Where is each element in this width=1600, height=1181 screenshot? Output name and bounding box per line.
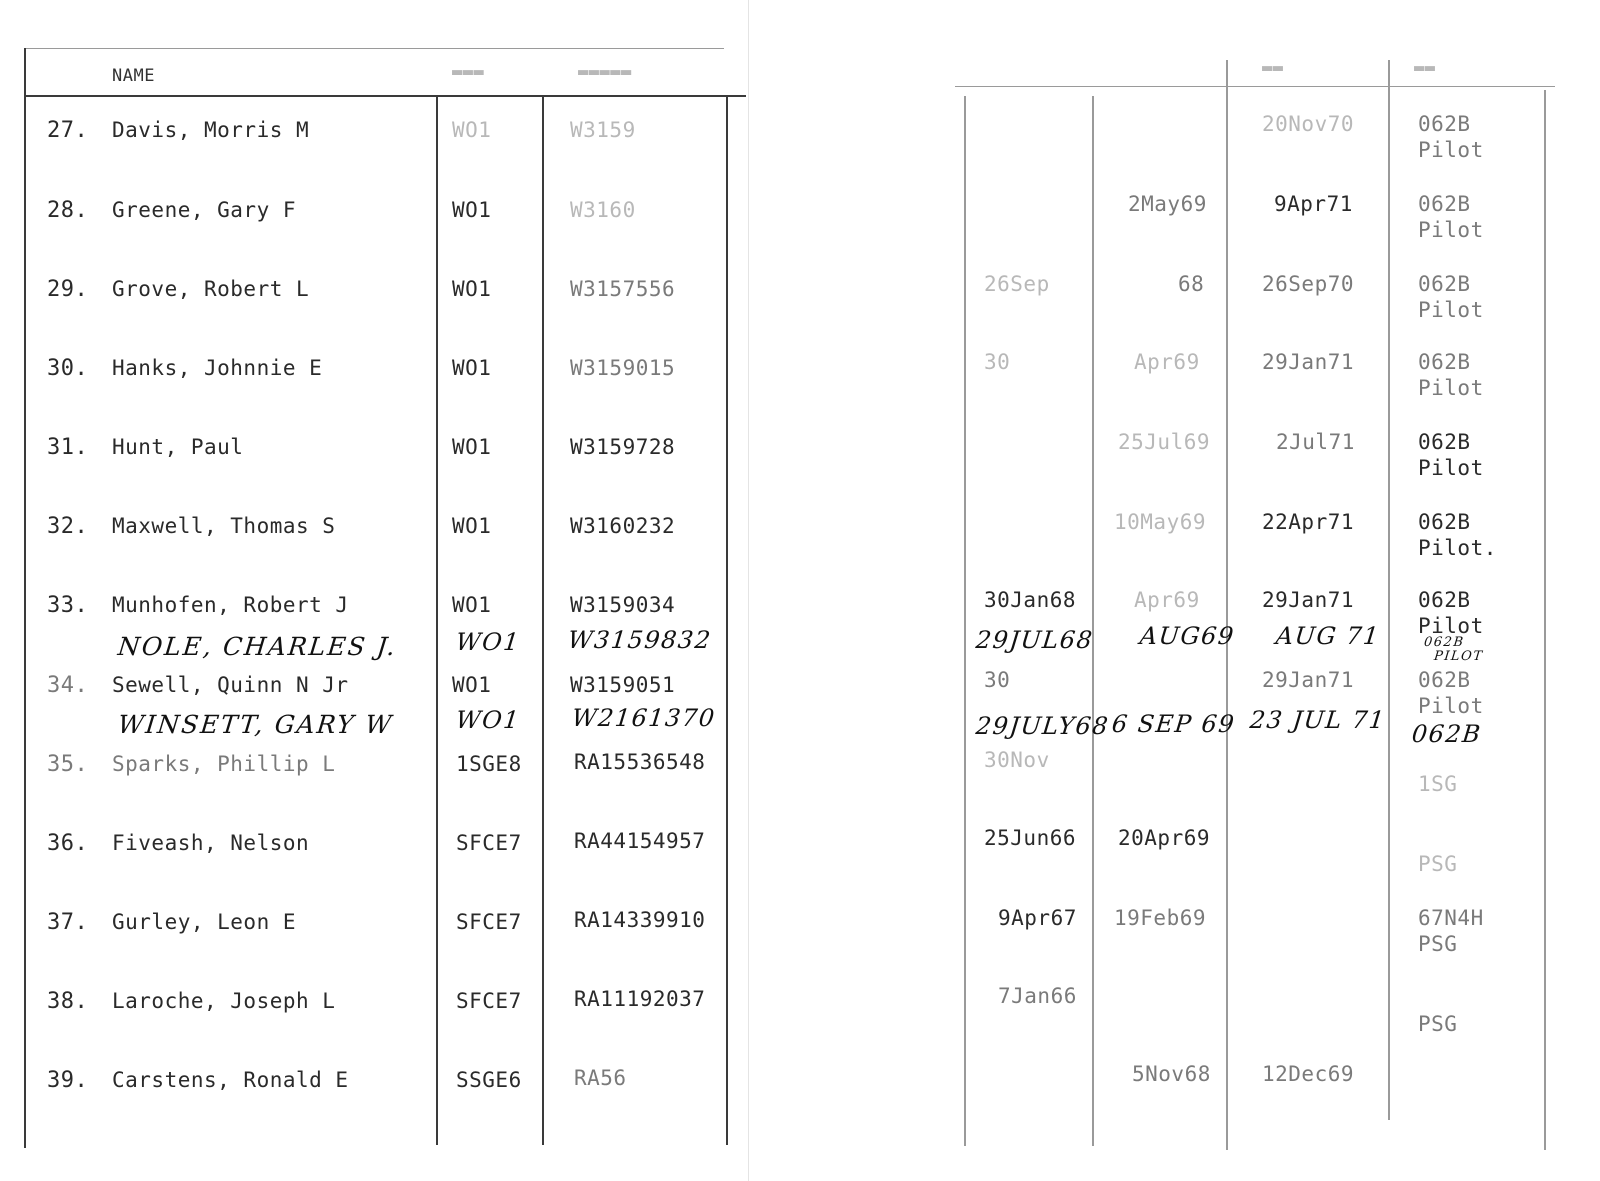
member-name: Maxwell, Thomas S: [112, 514, 336, 538]
mos: 062B: [1418, 668, 1471, 692]
member-name: Grove, Robert L: [112, 277, 310, 301]
duty: Pilot: [1418, 456, 1484, 480]
row-number: 35.: [47, 752, 89, 777]
svcno-column-header-faded: ▬▬▬▬▬: [578, 62, 632, 82]
service-number: W3159728: [570, 435, 676, 459]
member-name: Fiveash, Nelson: [112, 831, 310, 855]
date-3: 26Sep70: [1262, 272, 1355, 296]
date1-column-rule: [964, 96, 966, 1146]
handwritten-service-number: W2161370: [570, 704, 718, 732]
grade: WO1: [452, 118, 492, 142]
row-number: 39.: [47, 1068, 89, 1093]
grade: WO1: [452, 356, 492, 380]
date-1: 7Jan66: [998, 984, 1077, 1008]
left-border-rule: [24, 48, 26, 1148]
member-name: Greene, Gary F: [112, 198, 297, 222]
duty: PSG: [1418, 852, 1458, 876]
service-number: W3159051: [570, 673, 676, 697]
date-2: 10May69: [1114, 510, 1207, 534]
date-3: 29Jan71: [1262, 588, 1355, 612]
grade: SFCE7: [456, 989, 522, 1013]
handwritten-date-2: 6 SEP 69: [1110, 710, 1237, 738]
row-number: 37.: [47, 910, 89, 935]
row-number: 33.: [47, 593, 89, 618]
row-number: 28.: [47, 198, 89, 223]
date-3: 29Jan71: [1262, 350, 1355, 374]
header-top-rule-left: [24, 48, 724, 49]
date-1: 25Jun66: [984, 826, 1077, 850]
handwritten-date-3: 23 JUL 71: [1248, 706, 1388, 734]
date-2: 68: [1178, 272, 1205, 296]
handwritten-date-1: 29JULY68: [974, 712, 1111, 740]
duty: Pilot.: [1418, 536, 1497, 560]
handwritten-service-number: W3159832: [566, 626, 714, 654]
row-number: 29.: [47, 277, 89, 302]
handwritten-mos: 062B: [1423, 635, 1466, 650]
date-1: 30: [984, 350, 1011, 374]
handwritten-mos: 062B: [1410, 720, 1483, 748]
service-number: W3159034: [570, 593, 676, 617]
row-number: 32.: [47, 514, 89, 539]
grade: 1SGE8: [456, 752, 522, 776]
handwritten-grade: WO1: [454, 628, 522, 656]
member-name: Hanks, Johnnie E: [112, 356, 323, 380]
duty: Pilot: [1418, 138, 1484, 162]
grade: WO1: [452, 277, 492, 301]
duty: Pilot: [1418, 614, 1484, 638]
member-name: Laroche, Joseph L: [112, 989, 336, 1013]
row-number: 31.: [47, 435, 89, 460]
mos-column-rule: [1388, 60, 1390, 1120]
svcno-column-rule: [542, 95, 544, 1145]
date-3: 12Dec69: [1262, 1062, 1355, 1086]
grade-column-header-faded: ▬▬▬: [452, 62, 485, 82]
grade: WO1: [452, 593, 492, 617]
member-name: Sewell, Quinn N Jr: [112, 673, 349, 697]
duty: Pilot: [1418, 376, 1484, 400]
mos: 062B: [1418, 588, 1471, 612]
date-1: 9Apr67: [998, 906, 1077, 930]
duty: 1SG: [1418, 772, 1458, 796]
service-number: RA15536548: [574, 750, 706, 774]
date2-column-rule: [1092, 96, 1094, 1146]
date-3: 2Jul71: [1276, 430, 1355, 454]
duty: Pilot: [1418, 694, 1484, 718]
service-number: W3160232: [570, 514, 676, 538]
grade: WO1: [452, 673, 492, 697]
service-number: RA11192037: [574, 987, 706, 1011]
date-2: Apr69: [1134, 588, 1200, 612]
handwritten-duty: PILOT: [1433, 649, 1485, 664]
row-number: 38.: [47, 989, 89, 1014]
date-3: 20Nov70: [1262, 112, 1355, 136]
mos: 67N4H: [1418, 906, 1484, 930]
member-name: Munhofen, Robert J: [112, 593, 349, 617]
member-name: Davis, Morris M: [112, 118, 310, 142]
service-number: W3159015: [570, 356, 676, 380]
header-bottom-rule-left: [24, 95, 746, 97]
mos: 062B: [1418, 430, 1471, 454]
date-2: 25Jul69: [1118, 430, 1211, 454]
service-number: W3157556: [570, 277, 676, 301]
grade: WO1: [452, 514, 492, 538]
handwritten-grade: WO1: [454, 706, 522, 734]
header-bottom-rule-right: [955, 86, 1555, 87]
row-number: 36.: [47, 831, 89, 856]
date-3: 22Apr71: [1262, 510, 1355, 534]
member-name: Gurley, Leon E: [112, 910, 297, 934]
date-1: 26Sep: [984, 272, 1050, 296]
date-3: 29Jan71: [1262, 668, 1355, 692]
right-border-rule: [1544, 90, 1546, 1150]
date-column-header-faded: ▬▬: [1262, 58, 1284, 78]
date-2: 2May69: [1128, 192, 1207, 216]
grade: SFCE7: [456, 910, 522, 934]
service-number: W3159: [570, 118, 636, 142]
grade: SSGE6: [456, 1068, 522, 1092]
mos: 062B: [1418, 192, 1471, 216]
row-number: 27.: [47, 118, 89, 143]
date-1: 30Nov: [984, 748, 1050, 772]
grade-column-rule: [436, 95, 438, 1145]
date-1: 30: [984, 668, 1011, 692]
duty: Pilot: [1418, 298, 1484, 322]
mos: 062B: [1418, 510, 1471, 534]
duty: Pilot: [1418, 218, 1484, 242]
mos-column-header-faded: ▬▬: [1414, 58, 1436, 78]
date-2: 20Apr69: [1118, 826, 1211, 850]
date-1: 30Jan68: [984, 588, 1077, 612]
date3-column-rule: [1226, 60, 1228, 1150]
duty: PSG: [1418, 1012, 1458, 1036]
date-2: Apr69: [1134, 350, 1200, 374]
date-3: 9Apr71: [1274, 192, 1353, 216]
member-name: Hunt, Paul: [112, 435, 244, 459]
right-border-rule-left-page: [726, 95, 728, 1145]
handwritten-member-name: NOLE, CHARLES J.: [116, 632, 399, 661]
handwritten-member-name: WINSETT, GARY W: [116, 710, 395, 739]
duty: PSG: [1418, 932, 1458, 956]
handwritten-date-1: 29JUL68: [974, 626, 1095, 654]
mos: 062B: [1418, 112, 1471, 136]
service-number: W3160: [570, 198, 636, 222]
member-name: Carstens, Ronald E: [112, 1068, 349, 1092]
mos: 062B: [1418, 350, 1471, 374]
service-number: RA14339910: [574, 908, 706, 932]
handwritten-date-2: AUG69: [1138, 622, 1237, 650]
mos: 062B: [1418, 272, 1471, 296]
grade: WO1: [452, 198, 492, 222]
date-2: 5Nov68: [1132, 1062, 1211, 1086]
grade: SFCE7: [456, 831, 522, 855]
row-number: 34.: [47, 673, 89, 698]
name-column-header: NAME: [112, 66, 155, 86]
date-2: 19Feb69: [1114, 906, 1207, 930]
row-number: 30.: [47, 356, 89, 381]
handwritten-date-3: AUG 71: [1274, 622, 1382, 650]
page-fold-crease: [748, 0, 749, 1181]
grade: WO1: [452, 435, 492, 459]
service-number: RA56: [574, 1066, 627, 1090]
member-name: Sparks, Phillip L: [112, 752, 336, 776]
service-number: RA44154957: [574, 829, 706, 853]
